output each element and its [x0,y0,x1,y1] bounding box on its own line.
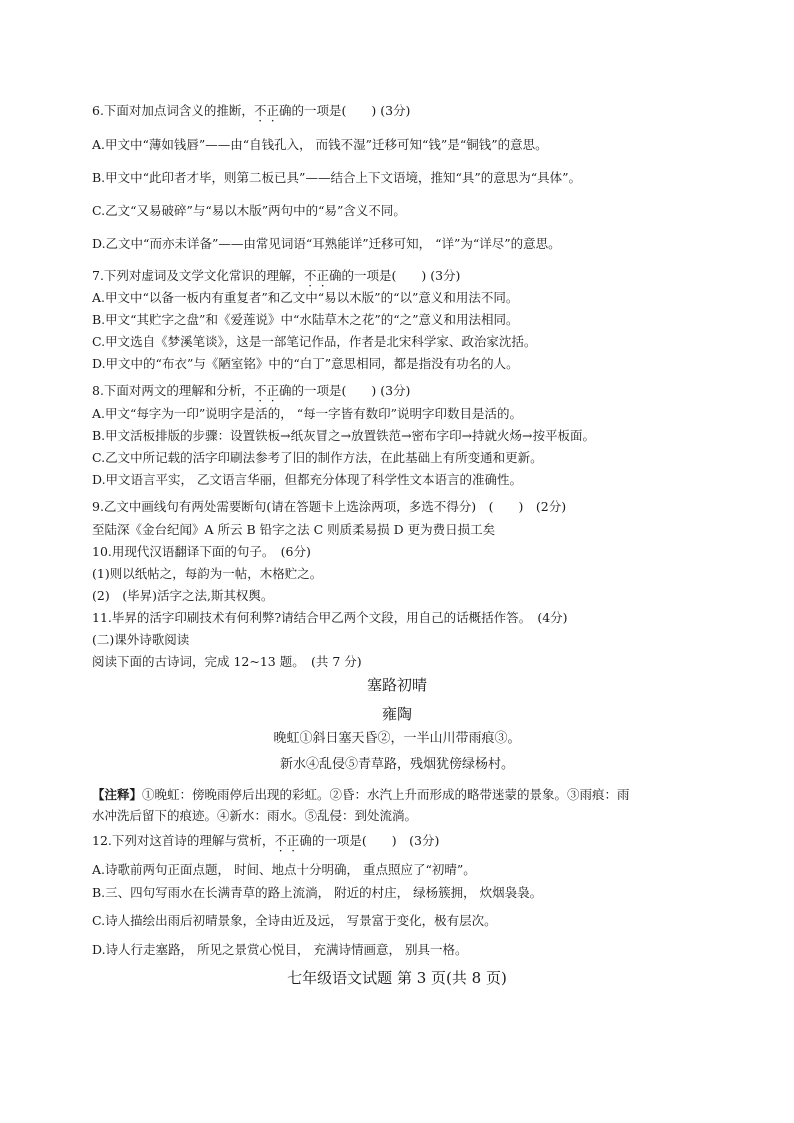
q12-option-c: C.诗人描绘出雨后初晴景象，全诗由近及远， 写景富于变化，极有层次。 [92,913,497,928]
q6-stem: 6.下面对加点词含义的推断，不正确的一项是( ) (3分) [92,103,411,118]
emphasis-dot-char: 正 [286,833,300,848]
q10-sentence-2: (2) (毕昇)活字之法,斯其权舆。 [92,588,274,603]
emphasis-dot-char: 不 [253,103,267,118]
q12-option-d: D.诗人行走塞路， 所见之景赏心悦目， 充满诗情画意， 别具一格。 [92,942,468,957]
emphasis-dot-char: 正 [266,383,279,398]
emphasis-dot-char: 不 [303,268,317,283]
q7-option-c: C.甲文选自《梦溪笔谈》，这是一部笔记作品，作者是北宋科学家、政治家沈括。 [92,334,537,349]
q11-stem: 11.毕昇的活字印刷技术有何利弊?请结合甲乙两个文段，用自己的话概括作答。 (4分) [92,610,568,625]
q12-option-b: B.三、四句写雨水在长满青草的路上流淌， 附近的村庄， 绿杨簇拥， 炊烟袅袅。 [92,885,543,900]
q7-option-a: A.甲文中“以备一板内有重复者”和乙文中“易以木版”的“以”意义和用法不同。 [92,290,519,305]
q9-stem: 9.乙文中画线句有两处需要断句(请在答题卡上选涂两项，多选不得分) ( ) (2分) [92,499,567,514]
q12-option-a: A.诗歌前两句正面点题， 时间、地点十分明确， 重点照应了“初晴”。 [92,862,476,877]
section-heading: (二)课外诗歌阅读 [92,632,190,647]
notes-label: 【注释】 [92,787,143,802]
poem-title: 塞路初晴 [366,676,427,694]
section-instruction: 阅读下面的古诗词，完成 12~13 题。 (共 7 分) [92,654,362,669]
poem-notes-line-1 [92,787,630,803]
emphasis-dot-char: 正 [266,103,279,118]
q7-option-b: B.甲文“其贮字之盘”和《爱莲说》中“水陆草木之花”的“之”意义和用法相同。 [92,312,519,327]
q6-option-d: D.乙文中“而亦未详备”——由常见词语“耳熟能详”迁移可知， “详”为“详尽”的意思。 [92,236,561,251]
q7-stem: 7.下列对虚词及文学文化常识的理解，不正确的一项是( ) (3分) [92,268,461,283]
notes-text-1: ①晚虹：傍晚雨停后出现的彩虹。②昏：水汽上升而形成的略带迷蒙的景象。③雨痕：雨 [142,787,630,802]
poem-line-2: 新水④乱侵⑤青草路，残烟犹傍绿杨村。 [279,757,514,772]
poem-notes-line-2: 水冲洗后留下的痕迹。④新水：雨水。⑤乱侵：到处流淌。 [92,808,418,823]
q8-stem: 8.下面对两文的理解和分析，不正确的一项是( ) (3分) [92,383,411,398]
q9-sentence: 至陆深《金台纪闻》A 所云 B 铅字之法 C 则质柔易损 D 更为费日损工矣 [92,522,496,537]
q7-option-d: D.甲文中的“布衣”与《陋室铭》中的“白丁”意思相同，都是指没有功名的人。 [92,356,519,371]
q8-option-b: B.甲文活板排版的步骤：设置铁板→纸灰冒之→放置铁范→密布字印→持就火炀→按平板面。 [92,428,596,443]
emphasis-dot-char: 不 [274,833,287,848]
q6-option-b: B.甲文中“此印者才毕，则第二板已具”——结合上下文语境，推知“具”的意思为“具体”。 [92,170,582,185]
q12-stem: 12.下列对这首诗的理解与赏析，不正确的一项是( ) (3分) [92,833,440,848]
poem-author: 雍陶 [381,705,412,723]
q8-option-a: A.甲文“每字为一印”说明字是活的， “每一字皆有数印”说明字印数目是活的。 [92,406,523,421]
q8-option-c: C.乙文中所记载的活字印刷法参考了旧的制作方法，在此基础上有所变通和更新。 [92,450,543,465]
emphasis-dot-char: 不 [253,383,267,398]
page-footer: 七年级语文试题 第 3 页(共 8 页) [287,969,507,987]
q10-sentence-1: (1)则以纸帖之，每韵为一帖，木格贮之。 [92,566,323,581]
q10-stem: 10.用现代汉语翻译下面的句子。 (6分) [92,544,311,559]
q6-option-a: A.甲文中“薄如钱唇”——由“自钱孔入， 而钱不湿”迁移可知“钱”是“铜钱”的意思。 [92,137,548,152]
poem-line-1: 晚虹①斜日塞天昏②，一半山川带雨痕③。 [273,731,521,746]
emphasis-dot-char: 正 [316,268,329,283]
q6-option-c: C.乙文“又易破碎”与“易以木版”两句中的“易”含义不同。 [92,203,406,218]
q8-option-d: D.甲文语言平实， 乙文语言华丽，但都充分体现了科学性文本语言的准确性。 [92,472,523,487]
